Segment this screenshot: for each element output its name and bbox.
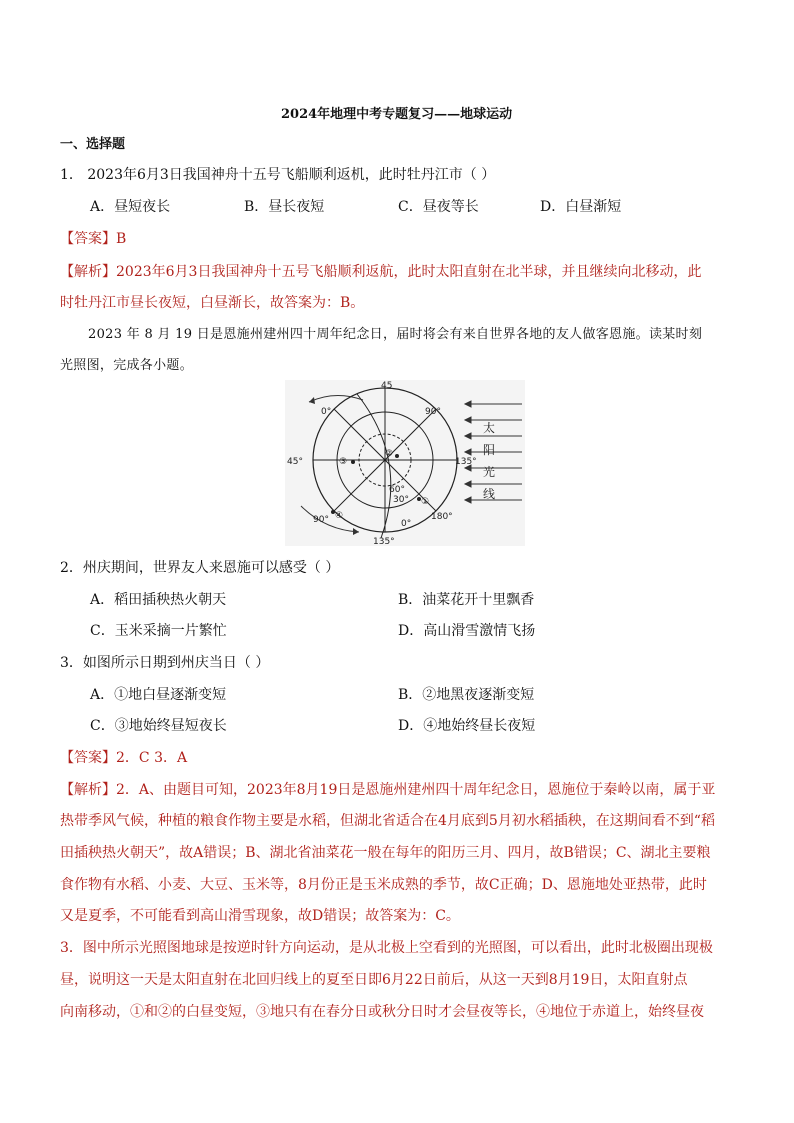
question-2-stem: 2．州庆期间，世界友人来恩施可以感受（ ） [60, 560, 340, 576]
label-bottom: 135° [373, 537, 395, 546]
answer-tag: 【答案】 [60, 750, 116, 766]
q1-option-b: B．昼长夜短 [244, 199, 325, 215]
page-title: 2024年地理中考专题复习——地球运动 [281, 107, 513, 122]
analysis-2-3-line-5: 又是夏季，不可能看到高山滑雪现象，故D错误；故答案为：C。 [60, 908, 460, 924]
q2-option-b: B．油菜花开十里飘香 [398, 592, 535, 608]
label-point-3: ③ [339, 457, 348, 467]
label-top: 45 [381, 381, 393, 391]
label-upper-left: 0° [321, 407, 332, 417]
q2-option-d: D．高山滑雪激情飞扬 [398, 623, 536, 639]
analysis-2-3-line-8: 向南移动，①和②的白昼变短，③地只有在春分日或秋分日时才会昼夜等长，④地位于赤道上，始终昼夜 [60, 1004, 704, 1020]
sun-text-1: 太 [483, 421, 496, 435]
answer-value: 2．C 3．A [116, 750, 188, 766]
label-upper-right: 90° [425, 407, 441, 417]
label-right: 135° [455, 457, 477, 467]
analysis-2-3-line-3: 田插秧热火朝天”，故A错误；B、湖北省油菜花一般在每年的阳历三月、四月，故B错误；C、湖北主要粮 [60, 845, 711, 861]
point-2-marker [395, 454, 399, 458]
question-3-stem: 3．如图所示日期到州庆当日（ ） [60, 655, 270, 671]
illumination-figure [285, 380, 525, 546]
label-lower-right: 180° [431, 512, 453, 522]
q2-option-a: A．稻田插秧热火朝天 [90, 592, 227, 608]
analysis-2-3-line-6: 3．图中所示光照图地球是按逆时针方向运动，是从北极上空看到的光照图，可以看出，此时北极圈出现极 [60, 940, 713, 956]
analysis-text: 2．A、由题目可知，2023年8月19日是恩施州建州四十周年纪念日，恩施位于秦岭以南，属于亚 [116, 782, 716, 798]
label-lat-0: 0° [401, 519, 412, 529]
illumination-diagram [285, 380, 525, 546]
question-1-stem: 1． 2023年6月3日我国神舟十五号飞船顺利返机，此时牡丹江市（ ） [60, 167, 496, 183]
analysis-1-line-2: 时牡丹江市昼长夜短，白昼渐长，故答案为：B。 [60, 295, 365, 311]
q3-option-b: B．②地黑夜逐渐变短 [398, 687, 535, 703]
intro-line-2: 光照图，完成各小题。 [60, 358, 194, 373]
analysis-2-3-line-7: 昼，说明这一天是太阳直射在北回归线上的夏至日即6月22日前后，从这一天到8月19日，太阳直射点 [60, 972, 688, 988]
q1-option-a: A．昼短夜长 [90, 199, 171, 215]
analysis-tag: 【解析】 [60, 782, 116, 798]
section-heading: 一、选择题 [60, 137, 126, 152]
intro-line-1: 2023 年 8 月 19 日是恩施州建州四十周年纪念日，届时将会有来自世界各地的友人做客恩施。读某时刻 [88, 327, 703, 342]
q1-option-d: D．白昼渐短 [540, 199, 622, 215]
analysis-text: 2023年6月3日我国神舟十五号飞船顺利返航，此时太阳直射在北半球，并且继续向北移动，此 [116, 264, 702, 280]
label-point-4: ④ [335, 511, 344, 521]
point-3-marker [351, 460, 355, 464]
sun-text-3: 光 [483, 465, 496, 479]
answer-2-3 [60, 749, 187, 767]
label-lat-60: 60° [389, 485, 405, 495]
analysis-2-3-line-1 [60, 781, 715, 799]
answer-1 [60, 230, 126, 248]
analysis-2-3-line-2: 热带季风气候，种植的粮食作物主要是水稻，但湖北省适合在4月底到5月初水稻插秧，在这期间看不到“稻 [60, 813, 715, 829]
q1-option-c: C．昼夜等长 [398, 199, 479, 215]
sun-text-2: 阳 [483, 443, 496, 457]
q3-option-c: C．③地始终昼短夜长 [90, 718, 227, 734]
answer-value: B [116, 231, 127, 247]
label-point-2: ② [385, 449, 394, 459]
sun-text-4: 线 [483, 487, 496, 501]
q2-option-c: C．玉米采摘一片繁忙 [90, 623, 227, 639]
q3-option-d: D．④地始终昼长夜短 [398, 718, 536, 734]
label-lat-30: 30° [393, 495, 409, 505]
analysis-1-line-1 [60, 263, 701, 281]
label-lower-left: 90° [313, 515, 329, 525]
analysis-tag: 【解析】 [60, 264, 116, 280]
answer-tag: 【答案】 [60, 231, 116, 247]
label-point-1: ① [421, 497, 430, 507]
q3-option-a: A．①地白昼逐渐变短 [90, 687, 227, 703]
label-left: 45° [287, 457, 303, 467]
analysis-2-3-line-4: 食作物有水稻、小麦、大豆、玉米等，8月份正是玉米成熟的季节，故C正确；D、恩施地处亚热带，此时 [60, 877, 707, 893]
